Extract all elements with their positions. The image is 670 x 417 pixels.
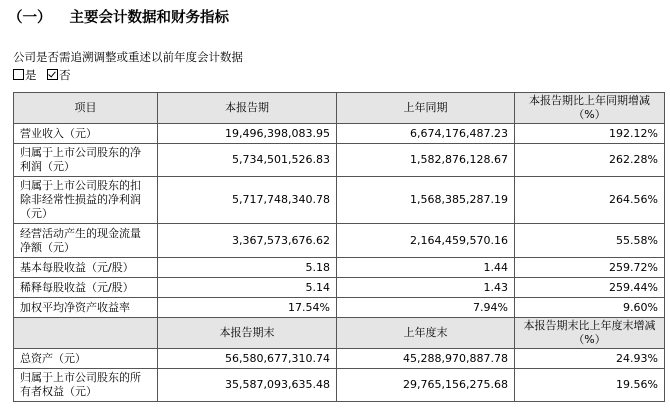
row-current: 5.18: [158, 258, 337, 278]
table-header-row: [14, 93, 665, 124]
header-change: 本报告期比上年同期增减（%）: [515, 93, 665, 124]
restatement-options: [13, 67, 71, 83]
row-change: 259.44%: [515, 278, 665, 298]
table-row: [14, 124, 665, 144]
header-item: [14, 318, 158, 349]
row-change: 262.28%: [515, 144, 665, 177]
table-row: [14, 177, 665, 224]
table-row: [14, 369, 665, 402]
row-change: 24.93%: [515, 349, 665, 369]
row-current: 5,734,501,526.83: [158, 144, 337, 177]
restatement-question: 公司是否需追溯调整或重述以前年度会计数据: [13, 50, 243, 64]
table-row: [14, 224, 665, 258]
row-item: 归属于上市公司股东的净利润（元）: [14, 144, 158, 177]
row-current: 3,367,573,676.62: [158, 224, 337, 258]
section-heading: [8, 6, 229, 27]
option-no-label: 否: [59, 68, 71, 82]
row-change: 9.60%: [515, 298, 665, 318]
header-period-end: 本报告期末: [158, 318, 337, 349]
header-current: 本报告期: [158, 93, 337, 124]
row-current: 17.54%: [158, 298, 337, 318]
row-change: 192.12%: [515, 124, 665, 144]
section-number: （一）: [8, 10, 52, 26]
row-previous: 1.43: [337, 278, 515, 298]
row-current: 5,717,748,340.78: [158, 177, 337, 224]
row-previous: 29,765,156,275.68: [337, 369, 515, 402]
row-item: 归属于上市公司股东的扣除非经常性损益的净利润（元）: [14, 177, 158, 224]
financial-table: [13, 92, 665, 402]
row-item: 基本每股收益（元/股）: [14, 258, 158, 278]
row-previous: 2,164,459,570.16: [337, 224, 515, 258]
table-row: [14, 144, 665, 177]
row-change: 19.56%: [515, 369, 665, 402]
checkbox-no[interactable]: [47, 69, 58, 80]
row-item: 经营活动产生的现金流量净额（元）: [14, 224, 158, 258]
table-header-row: [14, 318, 665, 349]
row-previous: 6,674,176,487.23: [337, 124, 515, 144]
table-row: [14, 278, 665, 298]
row-item: 总资产（元）: [14, 349, 158, 369]
row-item: 营业收入（元）: [14, 124, 158, 144]
row-change: 55.58%: [515, 224, 665, 258]
row-item: 加权平均净资产收益率: [14, 298, 158, 318]
header-item: 项目: [14, 93, 158, 124]
header-previous: 上年同期: [337, 93, 515, 124]
row-previous: 7.94%: [337, 298, 515, 318]
row-current: 5.14: [158, 278, 337, 298]
table-row: [14, 349, 665, 369]
row-previous: 45,288,970,887.78: [337, 349, 515, 369]
header-change: 本报告期末比上年度末增减（%）: [515, 318, 665, 349]
row-item: 归属于上市公司股东的所有者权益（元）: [14, 369, 158, 402]
row-change: 264.56%: [515, 177, 665, 224]
row-current: 35,587,093,635.48: [158, 369, 337, 402]
row-change: 259.72%: [515, 258, 665, 278]
row-previous: 1,568,385,287.19: [337, 177, 515, 224]
row-current: 19,496,398,083.95: [158, 124, 337, 144]
checkbox-yes[interactable]: [13, 69, 24, 80]
option-yes-label: 是: [25, 68, 37, 82]
row-previous: 1.44: [337, 258, 515, 278]
row-item: 稀释每股收益（元/股）: [14, 278, 158, 298]
section-title: 主要会计数据和财务指标: [69, 10, 229, 26]
table-row: [14, 258, 665, 278]
row-current: 56,580,677,310.74: [158, 349, 337, 369]
table-row: [14, 298, 665, 318]
row-previous: 1,582,876,128.67: [337, 144, 515, 177]
header-prior-year-end: 上年度末: [337, 318, 515, 349]
